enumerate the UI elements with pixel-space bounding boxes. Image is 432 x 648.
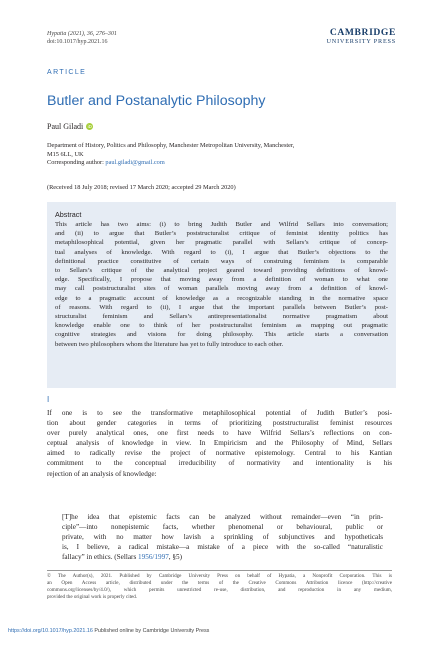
quote-line: [T]he idea that epistemic facts can be analyzed without remainder—even “in prin-: [62, 513, 383, 521]
doi-link[interactable]: https://doi.org/10.1017/hyp.2021.16: [8, 628, 93, 634]
email-link[interactable]: paul.giladi@gmail.com: [105, 159, 165, 167]
abstract-line: to Sellars’s critique of the analytical project geared toward providing definitions of knowl-: [55, 267, 388, 275]
body-line: over purely analytical ones, one first needs to have Wilfrid Sellars’s reflections on con-: [47, 429, 392, 438]
affiliation-line1: Department of History, Politics and Philosophy, Manchester Metropolitan University, Manchester,: [47, 142, 295, 149]
publisher-logo-line2: UNIVERSITY PRESS: [326, 38, 396, 45]
abstract-line: may call poststructuralist sites of woman parallels moving away from a definition of knowl-: [55, 285, 388, 293]
abstract-line: tual analyses of knowledge. With regard to (i), I argue that Butler’s objections to the: [55, 248, 388, 256]
abstract-line: of reasons. With regard to (ii), I argue that the important parallels between Butler’s post-: [55, 303, 388, 311]
corresponding-author-label: Corresponding author:: [47, 159, 106, 167]
abstract-line: definitional practice constitutive of certain ways of construing feminism is comparable: [55, 257, 388, 265]
block-quote: [62, 512, 383, 562]
quote-citation-tail: , §5): [168, 553, 182, 562]
footnote-line: provided the original work is properly cited.: [47, 594, 138, 600]
journal-doi-line: doi:10.1017/hyp.2021.16: [47, 39, 108, 45]
abstract-line: This article has two aims: (i) to bring Judith Butler and Wilfrid Sellars into conversation;: [55, 221, 388, 228]
received-dates: (Received 18 July 2018; revised 17 March 2020; accepted 29 March 2020): [47, 184, 236, 191]
body-line: ceptual analysis of knowledge in view. In Empiricism and the Philosophy of Mind, Sellars: [47, 439, 392, 448]
affiliation-line2: M15 6LL, UK: [47, 150, 84, 158]
author-name[interactable]: Paul Giladi: [47, 122, 84, 131]
abstract-line: knowledge enable one to think of her poststructuralist feminism as mapping out pragmatic: [55, 322, 388, 330]
quote-line: fallacy” in ethics. (Sellars: [62, 553, 139, 562]
footnote-line: © The Author(s), 2021. Published by Cambridge University Press on behalf of Hypatia, a Nonprofit Corporation. This is: [47, 573, 392, 579]
footnote-divider: [47, 570, 392, 571]
body-line: rejection of an analysis of knowledge:: [47, 469, 157, 478]
quote-last-line: [62, 552, 383, 562]
body-line: If one is to see the transformative metaphilosophical potential of Judith Butler’s posi-: [47, 409, 392, 417]
abstract-line: edge to a pragmatic account of knowledge as a recognizable standing in the normative space: [55, 294, 388, 302]
affiliation: [47, 142, 391, 168]
footnote-line: commons.org/licenses/by/4.0/), which permits unrestricted re-use, distribution, and reproduction in any medium,: [47, 587, 392, 593]
journal-citation: [47, 30, 117, 46]
footnote-line: an Open Access article, distributed under the terms of the Creative Commons Attribution licence (http://creative: [47, 580, 392, 586]
quote-line: private, with no matter how lavish a sprinkling of subjunctives and hypotheticals: [62, 533, 383, 542]
published-online-text: Published online by Cambridge University Press: [92, 628, 210, 634]
article-title: Butler and Postanalytic Philosophy: [47, 93, 266, 109]
article-type-label: ARTICLE: [47, 69, 87, 76]
body-paragraph: [47, 408, 392, 479]
abstract-box: [47, 202, 396, 388]
publisher-logo-line1: CAMBRIDGE: [329, 27, 396, 38]
abstract-line: metaphilosophical potential, given her pragmatic parallel with Sellars’s critique of concep-: [55, 239, 388, 247]
quote-line: ciple”—into nonepistemic facts, whether phenomenal or behavioural, public or: [62, 523, 383, 532]
abstract-line: cognitive strategies and visions for doing philosophy. This article starts a conversation: [55, 331, 388, 339]
abstract-line: structuralist feminism and Sellars’s antirepresentationalist normative pragmatism about: [55, 313, 388, 321]
section-number: I: [47, 395, 50, 404]
abstract-heading: Abstract: [55, 210, 82, 219]
body-line: aimed to radically revise the project of normative epistemology. Central to his Kantian: [47, 449, 392, 458]
citation-link[interactable]: 1956/1997: [138, 553, 169, 562]
journal-volume-line: Hypatia (2021), 36, 276–301: [47, 31, 117, 37]
abstract-line: edge. Specifically, I propose that moving away from a definition of woman to what one: [55, 276, 388, 284]
page-footer: [8, 628, 209, 634]
body-line: tion about gender categories in terms of prioritizing poststructuralist feminist resources: [47, 419, 392, 428]
author-line: [47, 122, 93, 131]
abstract-line: between two philosophers whom the literature has yet to fully introduce to each other.: [55, 340, 284, 348]
abstract-line: and (ii) to argue that Butler’s poststructuralist critique of feminist identity politics has: [55, 230, 388, 238]
copyright-footnote: [47, 573, 392, 601]
body-line: commitment to the conceptual irreducibility of normativity and intentionality is his: [47, 459, 392, 468]
corresponding-author: [47, 159, 391, 168]
abstract-text: [55, 220, 388, 349]
orcid-icon[interactable]: iD: [87, 124, 92, 129]
publisher-logo: [327, 28, 396, 46]
quote-line: is, I believe, a radical mistake—a mistake of a piece with the so-called “naturalistic: [62, 543, 383, 552]
